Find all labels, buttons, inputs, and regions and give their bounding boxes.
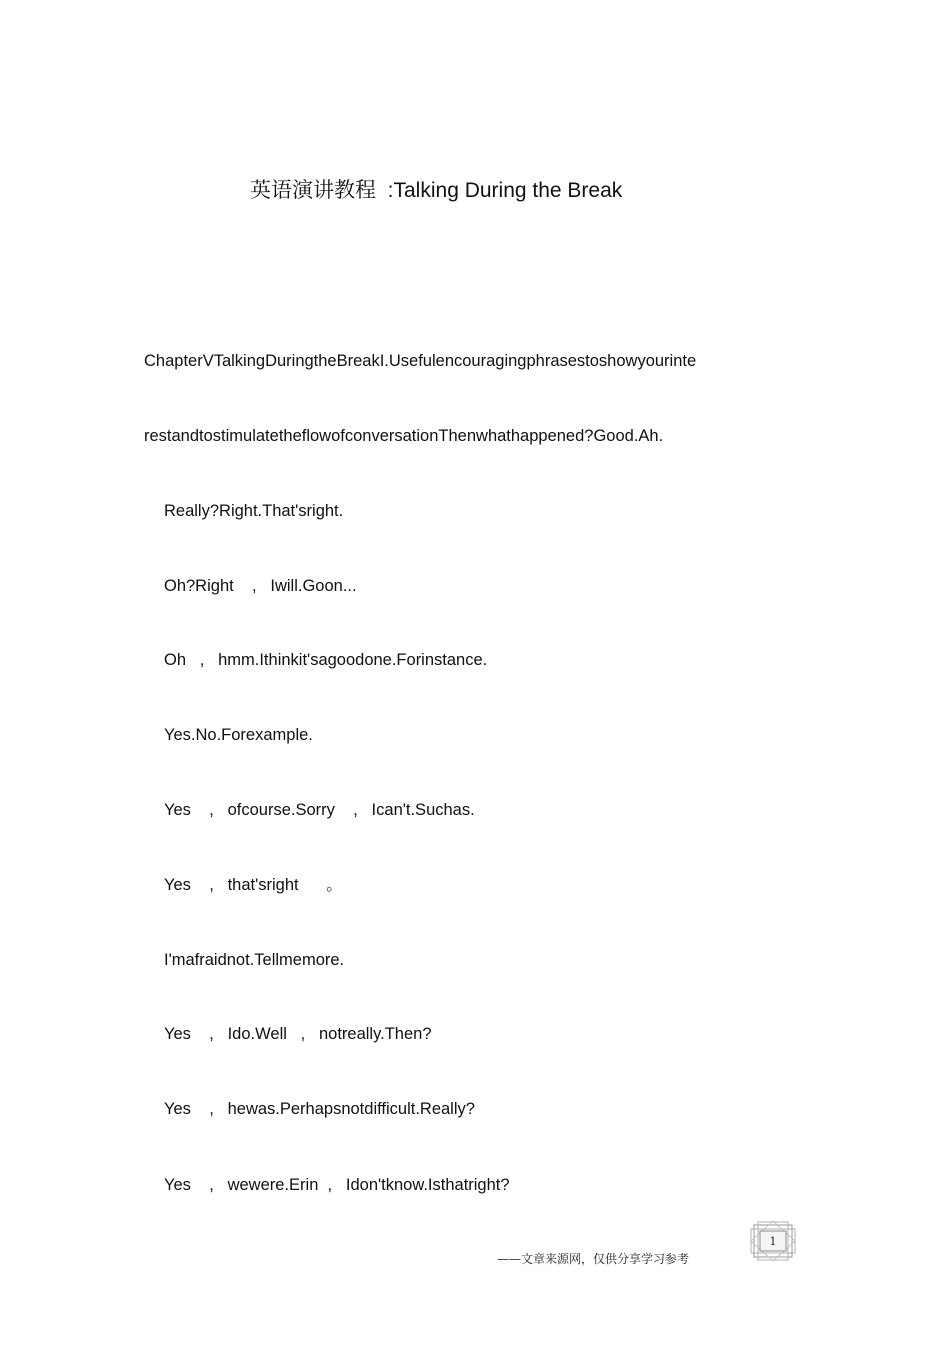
- body-line-8: Yes , that'sright 。: [164, 876, 343, 894]
- page-number-badge: [749, 1220, 797, 1262]
- body-line-4: Oh?Right , Iwill.Goon...: [164, 577, 357, 595]
- body-line-1: ChapterVTalkingDuringtheBreakI.Usefulencouragingphrasestoshowyourinte: [144, 352, 697, 370]
- document-title: 英语演讲教程 :Talking During the Break: [250, 179, 623, 202]
- body-line-5: Oh , hmm.Ithinkit'sagoodone.Forinstance.: [164, 651, 488, 669]
- footer-source-note: ——文章来源网，仅供分享学习参考: [497, 1252, 690, 1266]
- body-line-11: Yes , hewas.Perhapsnotdifficult.Really?: [164, 1100, 475, 1118]
- body-line-9: I'mafraidnot.Tellmemore.: [164, 951, 345, 969]
- body-line-10: Yes , Ido.Well , notreally.Then?: [164, 1025, 432, 1043]
- body-line-6: Yes.No.Forexample.: [164, 726, 313, 744]
- body-line-2: restandtostimulatetheflowofconversationThenwhathappened?Good.Ah.: [144, 427, 664, 445]
- page-number: 1: [769, 1235, 777, 1248]
- body-line-3: Really?Right.That'sright.: [164, 502, 344, 520]
- body-line-12: Yes , wewere.Erin , Idon'tknow.Isthatright?: [164, 1176, 510, 1194]
- body-line-7: Yes , ofcourse.Sorry , Ican't.Suchas.: [164, 801, 475, 819]
